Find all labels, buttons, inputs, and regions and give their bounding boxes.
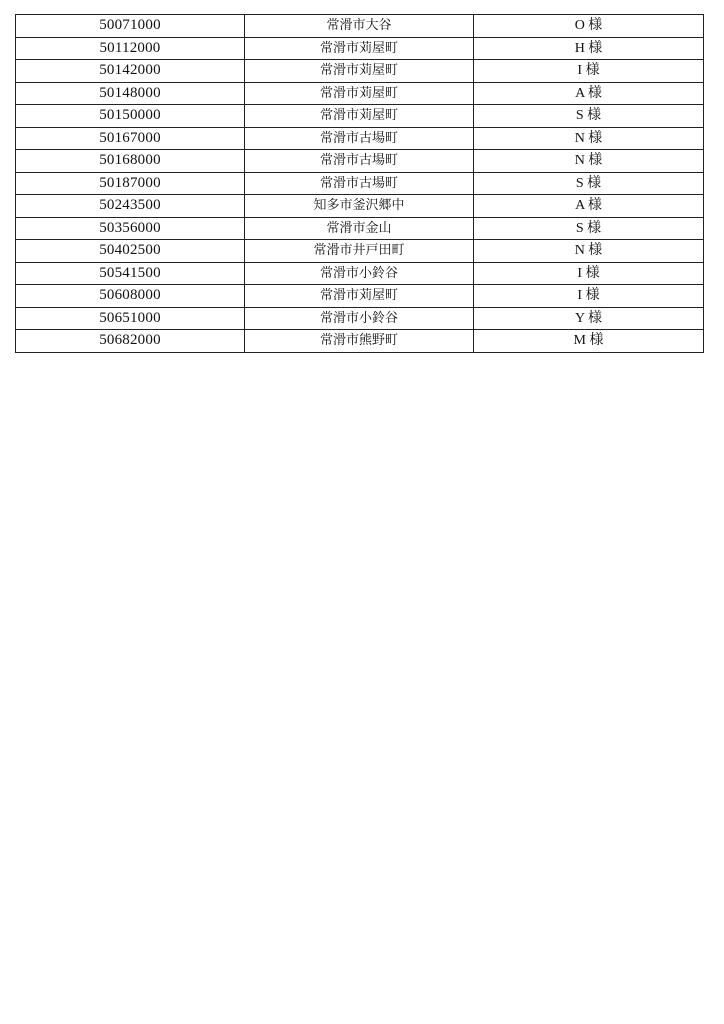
row-number-cell: 50651000 bbox=[16, 307, 245, 330]
row-address-cell: 常滑市苅屋町 bbox=[245, 60, 474, 83]
row-number-cell: 50148000 bbox=[16, 82, 245, 105]
table-row bbox=[16, 240, 704, 263]
row-number-cell: 50541500 bbox=[16, 262, 245, 285]
row-name-cell: I 様 bbox=[474, 262, 704, 285]
row-address-cell: 常滑市苅屋町 bbox=[245, 82, 474, 105]
row-name-cell: N 様 bbox=[474, 150, 704, 173]
row-address-cell: 常滑市苅屋町 bbox=[245, 105, 474, 128]
row-address-cell: 常滑市金山 bbox=[245, 217, 474, 240]
table-row bbox=[16, 172, 704, 195]
row-name-cell: A 様 bbox=[474, 82, 704, 105]
table-row bbox=[16, 330, 704, 353]
table-row bbox=[16, 217, 704, 240]
table-row bbox=[16, 195, 704, 218]
row-number-cell: 50071000 bbox=[16, 15, 245, 38]
table-row bbox=[16, 262, 704, 285]
table-row bbox=[16, 150, 704, 173]
row-number-cell: 50112000 bbox=[16, 37, 245, 60]
table-row bbox=[16, 127, 704, 150]
customer-table bbox=[15, 14, 704, 353]
row-address-cell: 知多市釜沢郷中 bbox=[245, 195, 474, 218]
row-name-cell: I 様 bbox=[474, 285, 704, 308]
row-number-cell: 50167000 bbox=[16, 127, 245, 150]
row-number-cell: 50150000 bbox=[16, 105, 245, 128]
row-number-cell: 50168000 bbox=[16, 150, 245, 173]
row-address-cell: 常滑市小鈴谷 bbox=[245, 262, 474, 285]
row-address-cell: 常滑市熊野町 bbox=[245, 330, 474, 353]
row-address-cell: 常滑市小鈴谷 bbox=[245, 307, 474, 330]
row-name-cell: M 様 bbox=[474, 330, 704, 353]
table-row bbox=[16, 15, 704, 38]
row-address-cell: 常滑市井戸田町 bbox=[245, 240, 474, 263]
row-number-cell: 50243500 bbox=[16, 195, 245, 218]
row-address-cell: 常滑市大谷 bbox=[245, 15, 474, 38]
row-address-cell: 常滑市古場町 bbox=[245, 150, 474, 173]
row-name-cell: O 様 bbox=[474, 15, 704, 38]
row-name-cell: N 様 bbox=[474, 127, 704, 150]
row-address-cell: 常滑市古場町 bbox=[245, 127, 474, 150]
table-row bbox=[16, 285, 704, 308]
row-name-cell: S 様 bbox=[474, 105, 704, 128]
row-name-cell: Y 様 bbox=[474, 307, 704, 330]
table-row bbox=[16, 60, 704, 83]
row-number-cell: 50402500 bbox=[16, 240, 245, 263]
row-address-cell: 常滑市苅屋町 bbox=[245, 285, 474, 308]
table-row bbox=[16, 37, 704, 60]
row-name-cell: S 様 bbox=[474, 172, 704, 195]
row-number-cell: 50142000 bbox=[16, 60, 245, 83]
customer-table-body bbox=[16, 15, 704, 353]
row-number-cell: 50682000 bbox=[16, 330, 245, 353]
row-name-cell: A 様 bbox=[474, 195, 704, 218]
row-name-cell: S 様 bbox=[474, 217, 704, 240]
row-name-cell: N 様 bbox=[474, 240, 704, 263]
row-name-cell: H 様 bbox=[474, 37, 704, 60]
row-address-cell: 常滑市古場町 bbox=[245, 172, 474, 195]
table-row bbox=[16, 105, 704, 128]
row-number-cell: 50356000 bbox=[16, 217, 245, 240]
row-name-cell: I 様 bbox=[474, 60, 704, 83]
table-row bbox=[16, 82, 704, 105]
table-row bbox=[16, 307, 704, 330]
row-address-cell: 常滑市苅屋町 bbox=[245, 37, 474, 60]
document-page bbox=[15, 14, 703, 353]
row-number-cell: 50608000 bbox=[16, 285, 245, 308]
row-number-cell: 50187000 bbox=[16, 172, 245, 195]
